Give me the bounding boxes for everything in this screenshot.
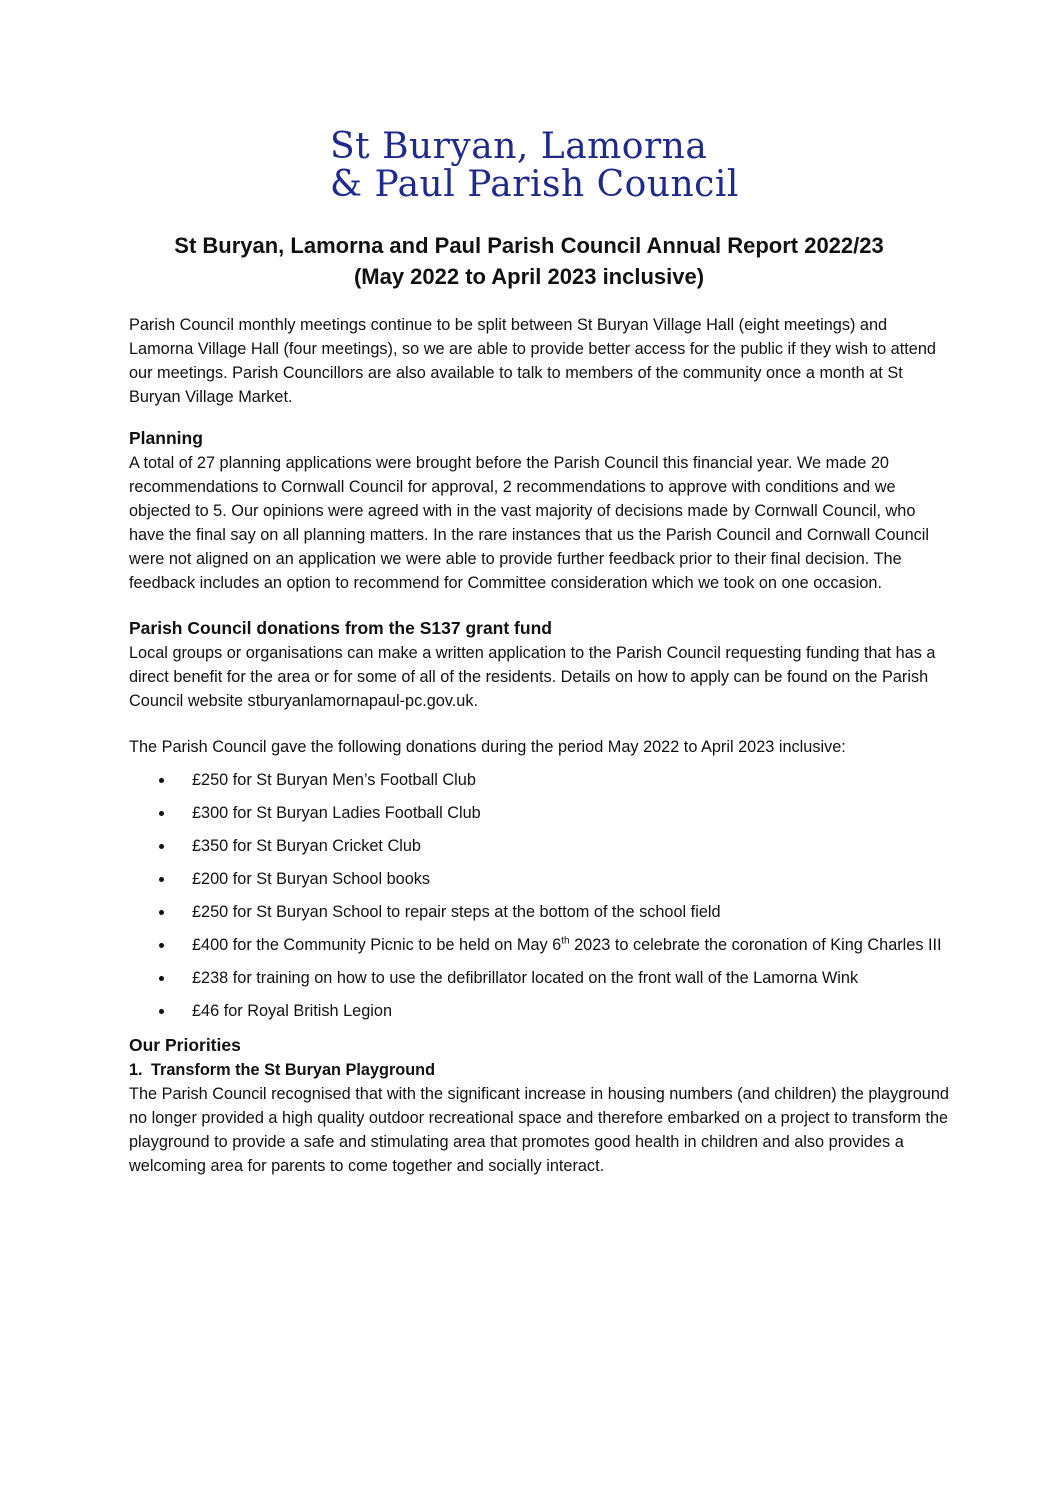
donation-text: £350 for St Buryan Cricket Club [192,837,421,855]
donation-text-picnic-start: £400 for the Community Picnic to be held on May 6 [192,936,562,954]
list-item [129,867,949,891]
donations-paragraph: Local groups or organisations can make a written application to the Parish Council requesting funding that has a direct benefit for the area or for some of all of the residents. Details on how to apply can be found on the Parish Council website stburyanlamornapaul-pc.gov.uk. [129,644,936,710]
bullet-icon [159,778,164,783]
list-item [129,801,949,825]
donations-list [129,768,949,1023]
intro-paragraph: Parish Council monthly meetings continue to be split between St Buryan Village Hall (eight meetings) and Lamorna Village Hall (four meetings), so we are able to provide better access for the public if they wish to attend our meetings. Parish Councillors are also available to talk to members of the community once a month at St Buryan Village Market. [129,316,936,406]
report-title-line-2: (May 2022 to April 2023 inclusive) [353,264,705,289]
list-item [129,834,949,858]
bullet-icon [159,910,164,915]
planning-paragraph: A total of 27 planning applications were brought before the Parish Council this financial year. We made 20 recommendations to Cornwall Council for approval, 2 recommendations to approve with conditions and we objected to 5. Our opinions were agreed with in the vast majority of decisions made by Cornwall Council, who have the final say on all planning matters. In the rare instances that us the Parish Council and Cornwall Council were not aligned on an application we were able to provide further feedback prior to their final decision. The feedback includes an option to recommend for Committee consideration which we took on one occasion. [129,454,930,592]
priority-1-number: 1. [129,1061,143,1079]
ordinal-suffix: th [561,935,570,947]
donation-text: £250 for St Buryan School to repair steps at the bottom of the school field [192,903,721,921]
list-item [129,999,949,1023]
donation-text: £46 for Royal British Legion [192,1002,393,1020]
bullet-icon [159,976,164,981]
donation-text-picnic-end: 2023 to celebrate the coronation of King Charles III [569,936,942,954]
logo-line-2: & Paul Parish Council [330,164,739,205]
bullet-icon [159,844,164,849]
donations-intro: The Parish Council gave the following donations during the period May 2022 to April 2023 inclusive: [129,738,846,756]
bullet-icon [159,811,164,816]
report-title-line-1: St Buryan, Lamorna and Paul Parish Council Annual Report 2022/23 [174,233,884,258]
list-item [129,966,949,990]
planning-heading: Planning [129,428,203,448]
report-title [129,230,929,292]
donation-text: £200 for St Buryan School books [192,870,431,888]
list-item [129,933,949,957]
logo-line-1: St Buryan, Lamorna [330,126,708,167]
donations-heading: Parish Council donations from the S137 grant fund [129,618,552,638]
priorities-heading: Our Priorities [129,1035,241,1055]
donation-text: £238 for training on how to use the defibrillator located on the front wall of the Lamorna Wink [192,969,859,987]
priority-1-title: Transform the St Buryan Playground [151,1061,436,1079]
bullet-icon [159,1009,164,1014]
bullet-icon [159,877,164,882]
donation-text: £300 for St Buryan Ladies Football Club [192,804,481,822]
donation-text: £250 for St Buryan Men’s Football Club [192,771,476,789]
priority-1-paragraph: The Parish Council recognised that with the significant increase in housing numbers (and children) the playground no longer provided a high quality outdoor recreational space and therefore embarked on a project to transform the playground to provide a safe and stimulating area that promotes good health in children and also provides a welcoming area for parents to come together and socially interact. [129,1085,949,1175]
bullet-icon [159,943,164,948]
priority-1-heading [129,1058,949,1082]
list-item [129,900,949,924]
list-item [129,768,949,792]
report-body [129,313,949,1178]
parish-council-logo [330,126,739,205]
